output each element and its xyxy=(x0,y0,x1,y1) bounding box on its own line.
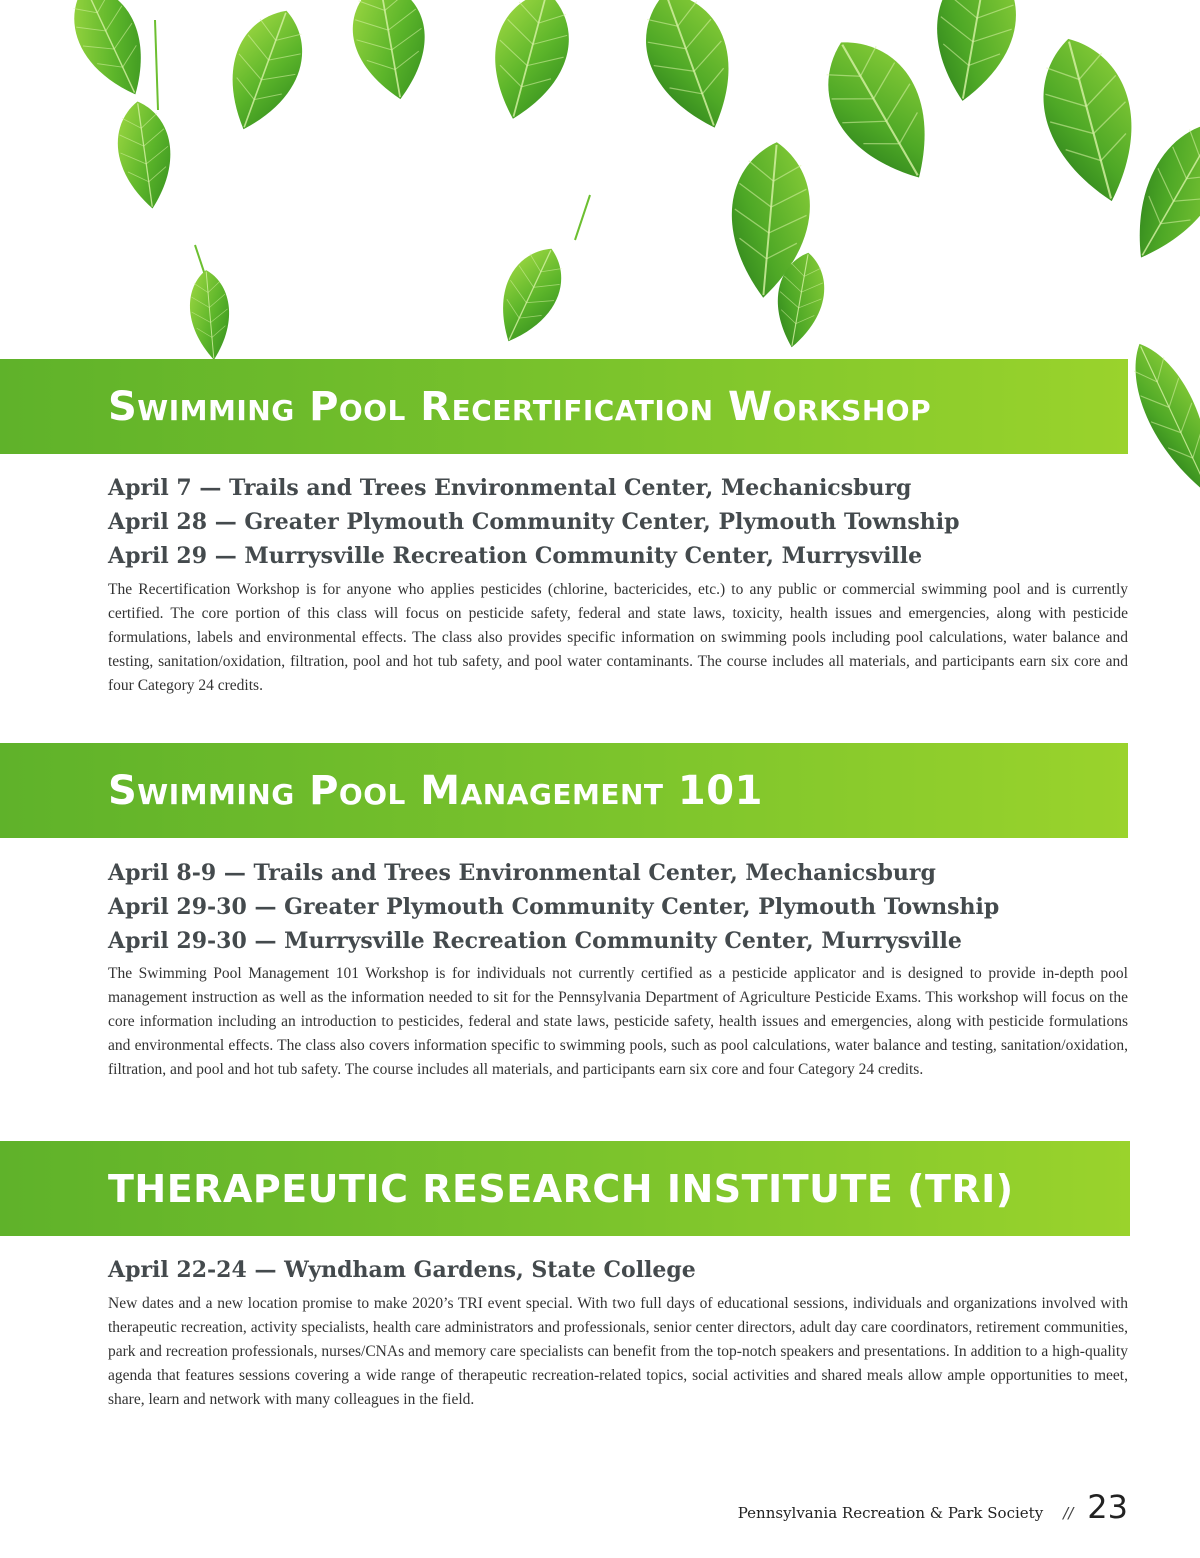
date-line: April 28 — Greater Plymouth Community Center, Plymouth Township xyxy=(108,509,960,535)
section-1-banner xyxy=(0,359,1128,454)
date-line: April 7 — Trails and Trees Environmental Center, Mechanicsburg xyxy=(108,475,912,501)
section-2-banner xyxy=(0,743,1128,838)
section-2-description: The Swimming Pool Management 101 Workshop is for individuals not currently certified as a pesticide applicator and is designed to provide in-depth pool management instruction as well as the information needed to sit for the Pennsylvania Department of Agriculture Pesticide Exams. This workshop will focus on the core information including an introduction to pesticides, federal and state laws, pesticide safety, health issues and emergencies, along with pesticide formulations and environmental effects. The class also covers information specific to swimming pools, such as pool calculations, water balance and testing, sanitation/oxidation, filtration, and pool and hot tub safety. The course includes all materials, and participants earn six core and four Category 24 credits. xyxy=(108,965,1128,1078)
page-number: 23 xyxy=(1087,1488,1128,1526)
section-2-title: Swimming Pool Management 101 xyxy=(108,768,763,814)
footer-separator: // xyxy=(1063,1504,1074,1522)
date-line: April 29-30 — Murrysville Recreation Community Center, Murrysville xyxy=(108,928,962,954)
date-line: April 29-30 — Greater Plymouth Community Center, Plymouth Township xyxy=(108,894,1000,920)
footer-organization: Pennsylvania Recreation & Park Society xyxy=(737,1504,1044,1522)
section-3-description: New dates and a new location promise to make 2020’s TRI event special. With two full days of educational sessions, individuals and organizations involved with therapeutic recreation, activity specialists, health care administrators and professionals, senior center directors, adult day care coordinators, retirement communities, park and recreation professionals, nurses/CNAs and memory care specialists can benefit from the top-notch speakers and presentations. In addition to a high-quality agenda that features sessions covering a wide range of therapeutic recreation-related topics, social activities and shared meals allow ample opportunities to meet, share, learn and network with many colleagues in the field. xyxy=(108,1295,1128,1408)
section-3-dates xyxy=(108,1253,1138,1287)
section-1-description: The Recertification Workshop is for anyone who applies pesticides (chlorine, bactericides, etc.) to any public or commercial swimming pool and is currently certified. The core portion of this class will focus on pesticide safety, federal and state laws, toxicity, health issues and emergencies, along with pesticide formulations, labels and environmental effects. The class also provides specific information on swimming pools including pool calculations, water balance and testing, sanitation/oxidation, filtration, pool and hot tub safety, and pool water contaminants. The course includes all materials, and participants earn six core and four Category 24 credits. xyxy=(108,581,1128,694)
page-footer xyxy=(738,1488,1128,1528)
section-2-dates xyxy=(108,856,1138,958)
section-3-banner xyxy=(0,1141,1130,1236)
section-3-title: THERAPEUTIC RESEARCH INSTITUTE (TRI) xyxy=(108,1167,1014,1211)
date-line: April 29 — Murrysville Recreation Community Center, Murrysville xyxy=(108,543,923,569)
date-line: April 8-9 — Trails and Trees Environmental Center, Mechanicsburg xyxy=(108,860,936,886)
section-1-title: Swimming Pool Recertification Workshop xyxy=(108,384,932,430)
section-1-dates xyxy=(108,471,1138,573)
date-line: April 22-24 — Wyndham Gardens, State College xyxy=(108,1257,696,1283)
